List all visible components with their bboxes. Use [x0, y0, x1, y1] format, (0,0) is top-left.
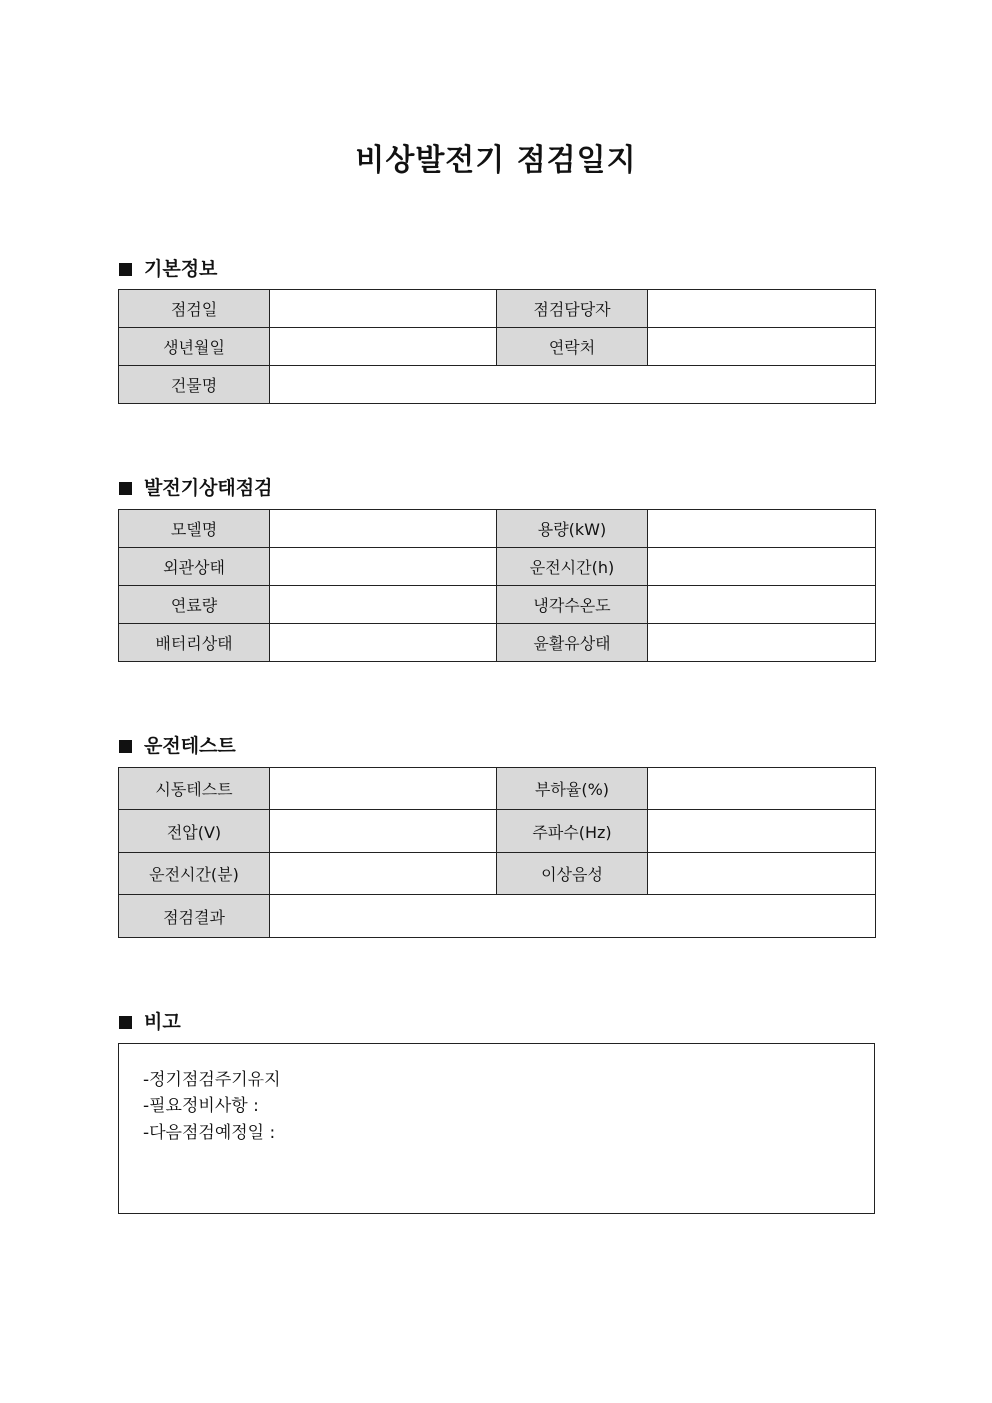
- label-model: 모델명: [119, 510, 270, 548]
- start-test-field[interactable]: [270, 768, 497, 810]
- label-birth-date: 생년월일: [119, 328, 270, 366]
- label-battery: 배터리상태: [119, 624, 270, 662]
- label-fuel: 연료량: [119, 586, 270, 624]
- section-heading-generator-status: [119, 473, 272, 500]
- label-run-minutes: 운전시간(분): [119, 853, 270, 895]
- section-heading-label: 기본정보: [144, 258, 218, 280]
- oil-field[interactable]: [648, 624, 876, 662]
- section-heading-label: 발전기상태점검: [144, 477, 273, 499]
- fuel-field[interactable]: [270, 586, 497, 624]
- contact-field[interactable]: [648, 328, 876, 366]
- label-capacity: 용량(kW): [497, 510, 648, 548]
- label-result: 점검결과: [119, 895, 270, 938]
- remarks-line: -정기점검주기유지: [143, 1070, 281, 1090]
- remarks-line: -필요정비사항 :: [143, 1096, 259, 1116]
- label-frequency: 주파수(Hz): [497, 810, 648, 853]
- inspector-field[interactable]: [648, 290, 876, 328]
- label-start-test: 시동테스트: [119, 768, 270, 810]
- battery-field[interactable]: [270, 624, 497, 662]
- section-heading-basic-info: [119, 254, 217, 281]
- label-load-rate: 부하율(%): [497, 768, 648, 810]
- label-appearance: 외관상태: [119, 548, 270, 586]
- label-building-name: 건물명: [119, 366, 270, 404]
- result-field[interactable]: [270, 895, 876, 938]
- section-heading-label: 비고: [144, 1011, 181, 1033]
- section-heading-label: 운전테스트: [144, 735, 236, 757]
- basic-info-table: [118, 289, 876, 404]
- square-bullet-icon: [119, 482, 132, 495]
- label-inspection-date: 점검일: [119, 290, 270, 328]
- run-hours-field[interactable]: [648, 548, 876, 586]
- remarks-box[interactable]: [118, 1043, 875, 1214]
- section-heading-remarks: [119, 1007, 181, 1034]
- generator-status-table: [118, 509, 876, 662]
- label-contact: 연락처: [497, 328, 648, 366]
- square-bullet-icon: [119, 740, 132, 753]
- voltage-field[interactable]: [270, 810, 497, 853]
- frequency-field[interactable]: [648, 810, 876, 853]
- coolant-temp-field[interactable]: [648, 586, 876, 624]
- label-voltage: 전압(V): [119, 810, 270, 853]
- label-coolant-temp: 냉각수온도: [497, 586, 648, 624]
- birth-date-field[interactable]: [270, 328, 497, 366]
- square-bullet-icon: [119, 1016, 132, 1029]
- label-noise: 이상음성: [497, 853, 648, 895]
- building-name-field[interactable]: [270, 366, 876, 404]
- load-rate-field[interactable]: [648, 768, 876, 810]
- section-heading-run-test: [119, 731, 236, 758]
- run-test-table: [118, 767, 876, 938]
- label-oil: 윤활유상태: [497, 624, 648, 662]
- label-inspector: 점검담당자: [497, 290, 648, 328]
- square-bullet-icon: [119, 263, 132, 276]
- noise-field[interactable]: [648, 853, 876, 895]
- page-title: 비상발전기 점검일지: [355, 143, 637, 178]
- appearance-field[interactable]: [270, 548, 497, 586]
- capacity-field[interactable]: [648, 510, 876, 548]
- model-field[interactable]: [270, 510, 497, 548]
- label-run-hours: 운전시간(h): [497, 548, 648, 586]
- run-minutes-field[interactable]: [270, 853, 497, 895]
- inspection-date-field[interactable]: [270, 290, 497, 328]
- remarks-line: -다음점검예정일 :: [143, 1123, 276, 1143]
